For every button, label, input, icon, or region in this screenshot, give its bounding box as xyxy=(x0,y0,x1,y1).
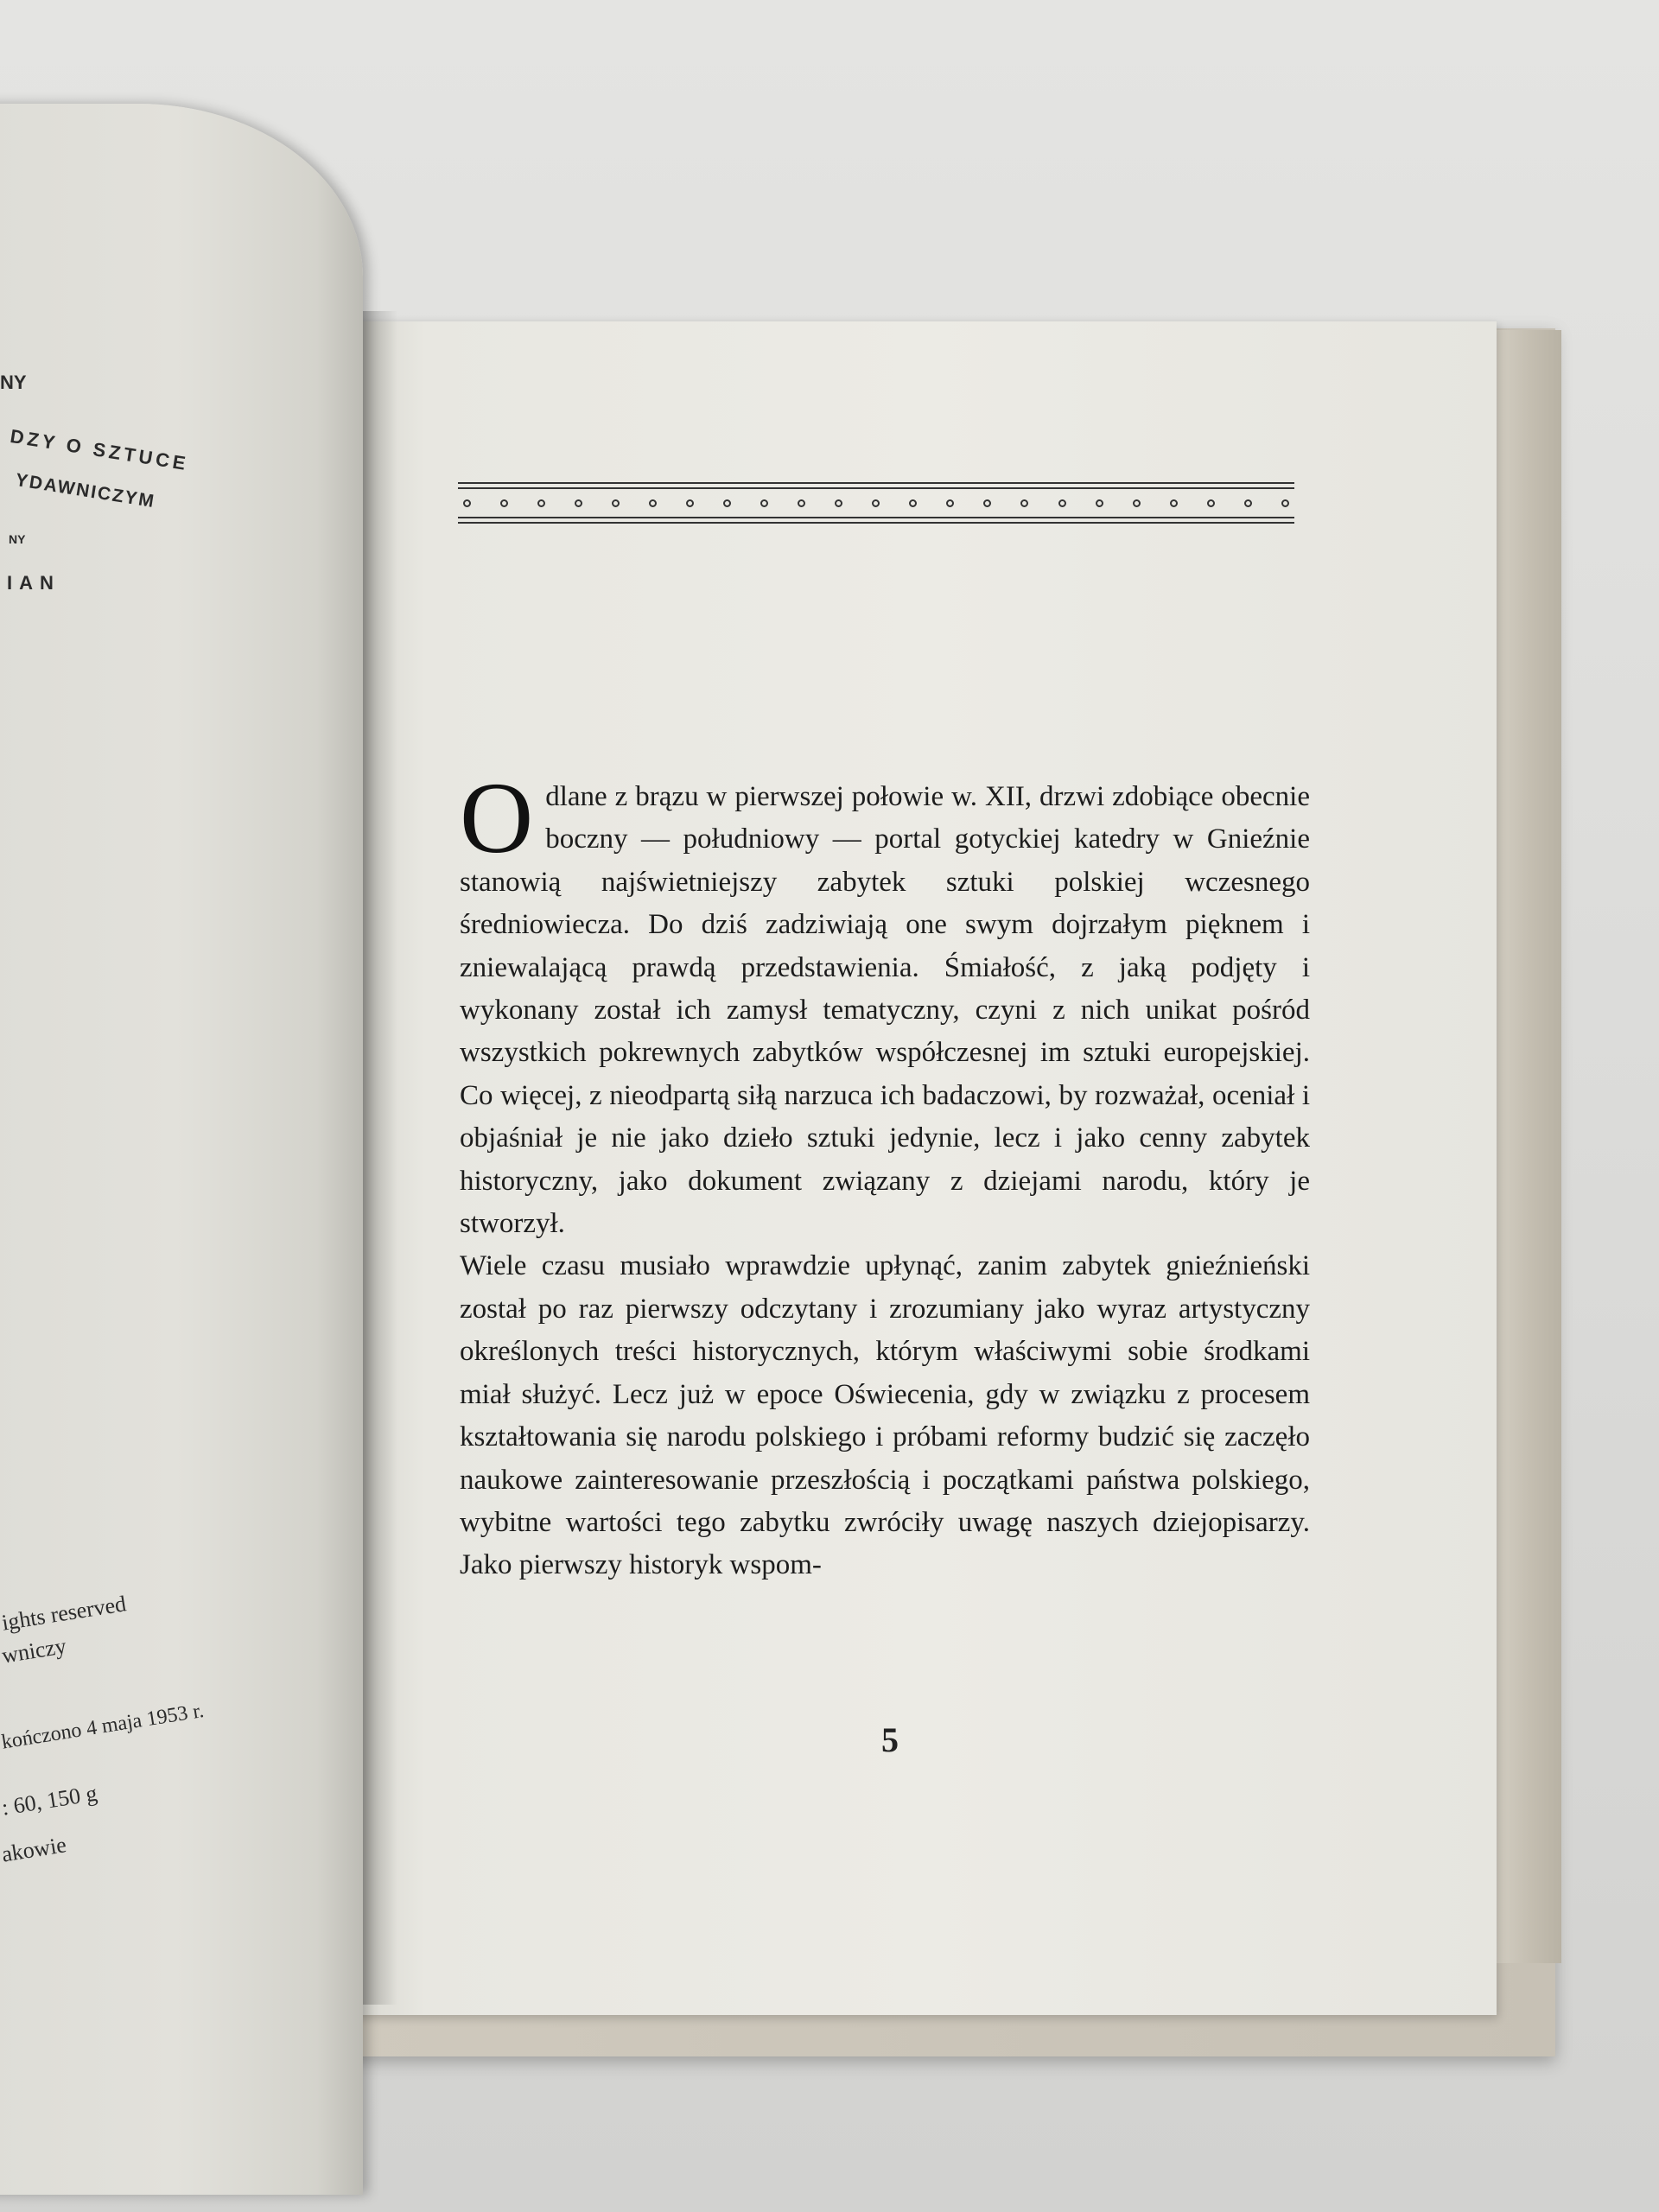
left-page-line: wniczy xyxy=(0,1633,68,1669)
body-text xyxy=(460,761,1310,1587)
left-page-line: YDAWNICZYM xyxy=(14,470,157,512)
left-page-line: akowie xyxy=(0,1832,68,1867)
left-page-line: NY xyxy=(9,532,26,546)
left-page-line: : 60, 150 g xyxy=(0,1780,99,1821)
paragraph-1-text: dlane z brązu w pierwszej połowie w. XII, drzwi zdobiące obecnie boczny — południowy — portal gotyckiej katedry w Gnieźnie stanowią najświetniejszy zabytek sztuki polskiej wczesnego średniowiecza. Do dziś zadziwiają one swym dojrzałym pięknem i zniewalającą prawdą przedstawienia. Śmiałość, z jaką podjęty i wykonany został ich zamysł tematyczny, czyni z nich unikat pośród wszystkich pokrewnych zabytków współczesnej im sztuki europejskiej. Co więcej, z nieodpartą siłą narzuca ich badaczowi, by rozważał, oceniał i objaśniał je nie jako dzieło sztuki jedynie, lecz i jako cenny zabytek historyczny, jako dokument związany z dziejami narodu, który je stworzył. xyxy=(460,781,1310,1240)
left-page-line: IAN xyxy=(7,572,60,594)
left-page-line: kończono 4 maja 1953 r. xyxy=(0,1699,206,1754)
page-number: 5 xyxy=(881,1720,899,1759)
paragraph-2: Wiele czasu musiało wprawdzie upłynąć, zanim zabytek gnieźnieński został po raz pierwszy odczytany i zrozumiany jako wyraz artystyczny określonych treści historycznych, którym właściwymi sobie środkami miał służyć. Lecz już w epoce Oświecenia, gdy w związku z procesem kształtowania się narodu polskiego i próbami reformy budzić się zaczęło naukowe zainteresowanie przeszłością i początkami państwa polskiego, wybitne wartości tego zabytku zwróciły uwagę naszych dziejopisarzy. Jako pierwszy historyk wspom- xyxy=(460,1250,1310,1581)
ornamental-border xyxy=(458,482,1294,524)
left-page xyxy=(0,104,363,2195)
left-page-line: NY xyxy=(0,372,27,393)
left-page-line: ights reserved xyxy=(0,1591,128,1636)
drop-cap: O xyxy=(460,761,534,874)
left-page-line: DZY O SZTUCE xyxy=(9,425,191,475)
paragraph-1 xyxy=(460,761,1310,1245)
